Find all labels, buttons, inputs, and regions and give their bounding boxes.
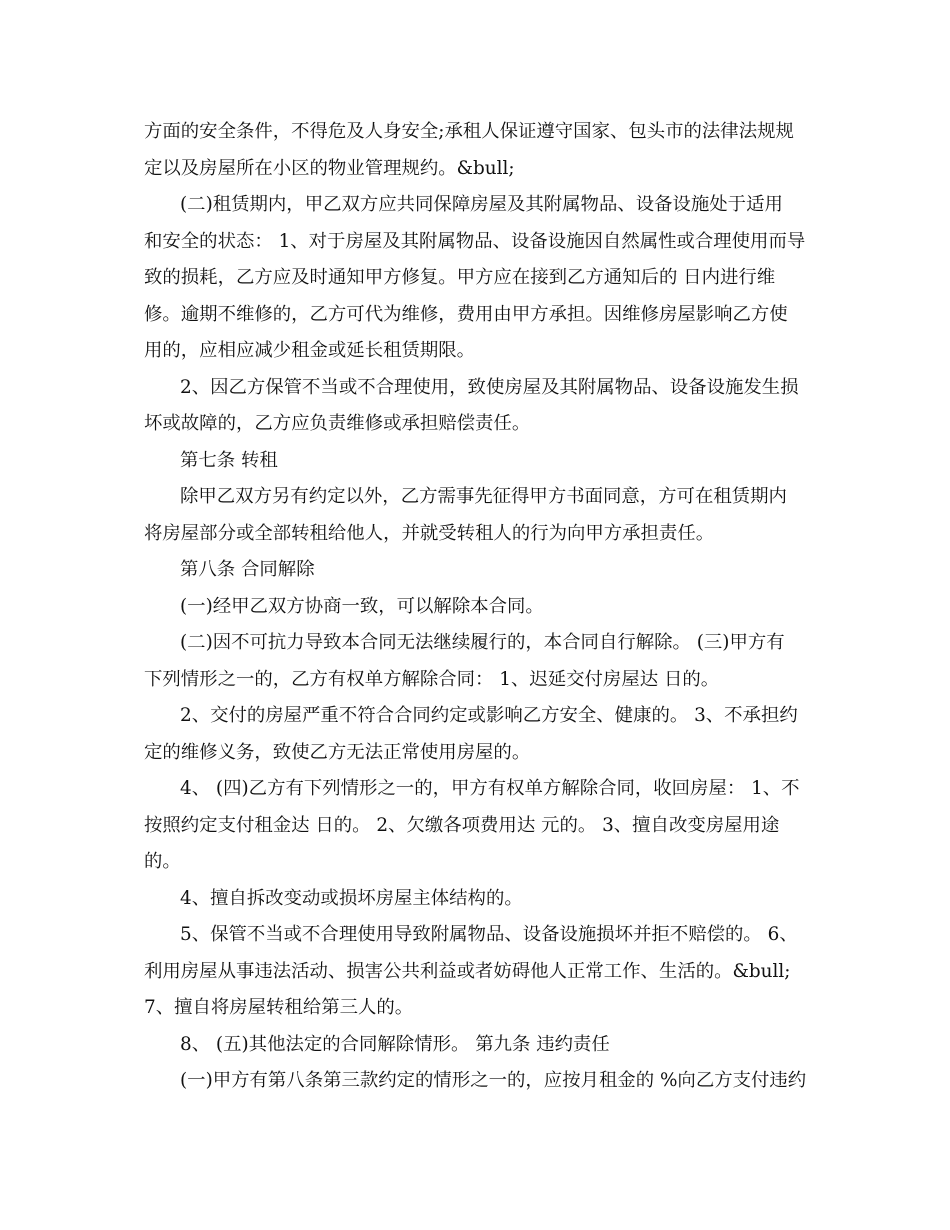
- text-line: 5、保管不当或不合理使用导致附属物品、设备设施损坏并拒不赔偿的。 6、: [180, 924, 798, 945]
- text-line: 8、 (五)其他法定的合同解除情形。 第九条 违约责任: [180, 1033, 610, 1055]
- text-line: (一)甲方有第八条第三款约定的情形之一的，应按月租金的 %向乙方支付违约: [180, 1070, 807, 1091]
- text-line: 修。逾期不维修的，乙方可代为维修，费用由甲方承担。因维修房屋影响乙方使: [144, 303, 788, 325]
- text-line: 除甲乙双方另有约定以外，乙方需事先征得甲方书面同意，方可在租赁期内: [180, 486, 787, 507]
- text-line: 致的损耗，乙方应及时通知甲方修复。甲方应在接到乙方通知后的 日内进行维: [144, 267, 776, 288]
- text-line: 下列情形之一的，乙方有权单方解除合同： 1、迟延交付房屋达 日的。: [144, 668, 720, 690]
- text-line: 和安全的状态： 1、对于房屋及其附属物品、设备设施因自然属性或合理使用而导: [144, 230, 806, 252]
- text-line: 4、 (四)乙方有下列情形之一的，甲方有权单方解除合同，收回房屋： 1、不: [180, 778, 800, 799]
- text-line: 4、擅自拆改变动或损坏房屋主体结构的。: [180, 887, 523, 909]
- text-line: 2、因乙方保管不当或不合理使用，致使房屋及其附属物品、设备设施发生损: [180, 376, 799, 398]
- text-line: (二)因不可抗力导致本合同无法继续履行的，本合同自行解除。 (三)甲方有: [180, 632, 785, 653]
- text-line: 定以及房屋所在小区的物业管理规约。&bull;: [144, 157, 515, 179]
- text-line: 用的，应相应减少租金或延长租赁期限。: [144, 340, 476, 361]
- text-line: (一)经甲乙双方协商一致，可以解除本合同。: [180, 595, 544, 617]
- text-line: 第八条 合同解除: [180, 559, 315, 580]
- text-line: 方面的安全条件，不得危及人身安全;承租人保证遵守国家、包头市的法律法规规: [144, 121, 794, 142]
- text-line: 第七条 转租: [180, 449, 278, 471]
- text-line: 2、交付的房屋严重不符合合同约定或影响乙方安全、健康的。 3、不承担约: [180, 705, 798, 726]
- text-line: 定的维修义务，致使乙方无法正常使用房屋的。: [144, 741, 531, 763]
- text-line: 坏或故障的，乙方应负责维修或承担赔偿责任。: [144, 413, 531, 434]
- text-line: 利用房屋从事违法活动、损害公共利益或者妨碍他人正常工作、生活的。&bull;: [144, 960, 791, 982]
- text-line: 7、擅自将房屋转租给第三人的。: [144, 997, 414, 1018]
- contract-body-text: [144, 114, 816, 1100]
- text-line: 将房屋部分或全部转租给他人，并就受转租人的行为向甲方承担责任。: [144, 522, 715, 544]
- text-line: 按照约定支付租金达 日的。 2、欠缴各项费用达 元的。 3、擅自改变房屋用途: [144, 814, 780, 836]
- text-line: (二)租赁期内，甲乙双方应共同保障房屋及其附属物品、设备设施处于适用: [180, 194, 783, 215]
- text-line: 的。: [144, 851, 181, 872]
